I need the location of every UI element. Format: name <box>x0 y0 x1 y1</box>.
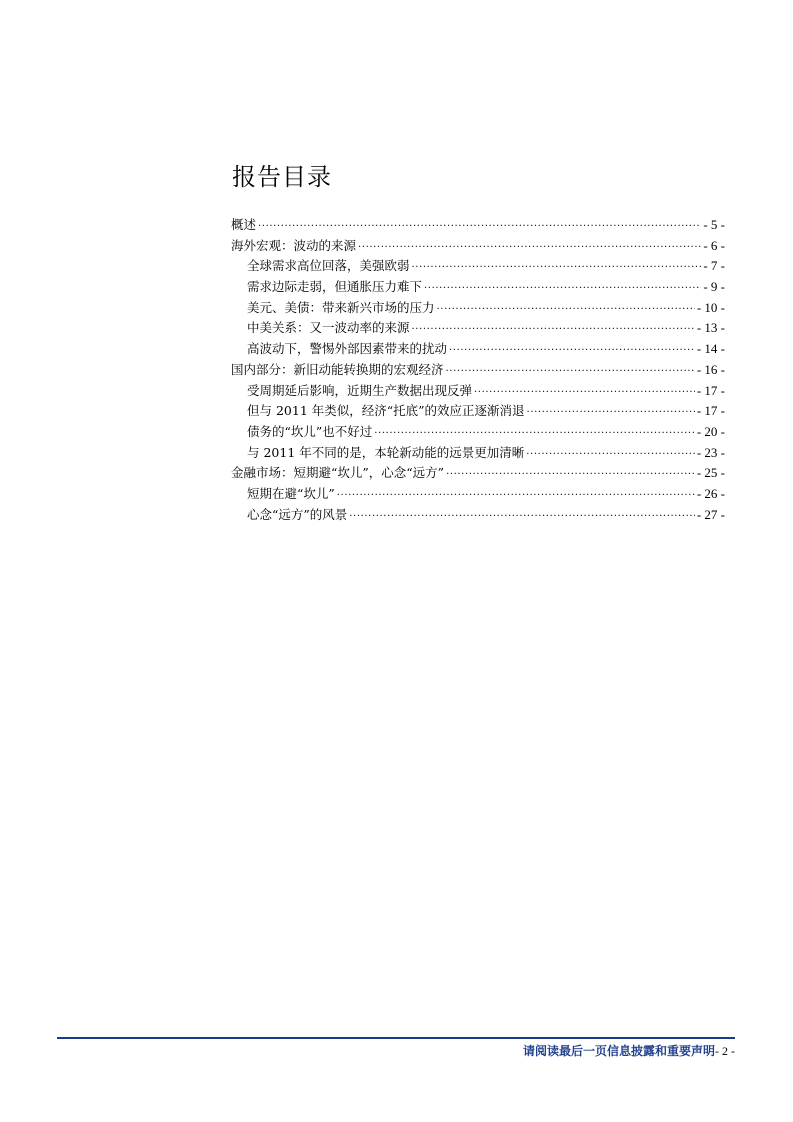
toc-dot-leader <box>374 422 695 436</box>
toc-entry[interactable] <box>231 381 725 402</box>
footer-page-number: - 2 - <box>715 1044 735 1058</box>
footer-disclaimer: 请阅读最后一页信息披露和重要声明 <box>522 1044 715 1058</box>
toc-entry-page: - 5 - <box>703 217 725 232</box>
toc-entry[interactable] <box>231 505 725 526</box>
toc-entry-label: 中美关系：又一波动率的来源 <box>247 320 410 336</box>
toc-entry-label: 美元、美债：带来新兴市场的压力 <box>247 299 435 315</box>
toc-entry[interactable] <box>231 360 725 381</box>
toc-entry[interactable] <box>231 339 725 360</box>
footer-divider <box>57 1037 735 1039</box>
toc-entry[interactable] <box>231 443 725 464</box>
toc-entry[interactable] <box>231 422 725 443</box>
toc-entry[interactable] <box>231 463 725 484</box>
toc-entry[interactable] <box>231 277 725 298</box>
toc-dot-leader <box>424 277 701 291</box>
toc-entry-page: - 6 - <box>703 237 725 253</box>
toc-entry-page: - 20 - <box>696 423 725 439</box>
toc-dot-leader <box>349 505 695 519</box>
toc-dot-leader <box>358 236 701 250</box>
table-of-contents <box>231 215 725 525</box>
toc-entry-label: 国内部分：新旧动能转换期的宏观经济 <box>231 361 444 377</box>
toc-entry-label: 高波动下，警惕外部因素带来的扰动 <box>247 341 448 357</box>
toc-entry-page: - 7 - <box>703 258 725 274</box>
toc-entry-label: 受周期延后影响，近期生产数据出现反弹 <box>247 382 473 398</box>
toc-dot-leader <box>446 463 695 477</box>
toc-entry-label: 债务的“坎儿”也不好过 <box>247 423 373 439</box>
toc-entry-label: 但与 2011 年类似，经济“托底”的效应正逐渐消退 <box>247 403 525 419</box>
toc-entry-page: - 25 - <box>696 465 725 481</box>
toc-dot-leader <box>437 298 695 312</box>
footer <box>523 1042 735 1059</box>
toc-entry-page: - 27 - <box>696 506 725 522</box>
toc-entry[interactable] <box>231 298 725 319</box>
toc-entry-page: - 13 - <box>696 320 725 336</box>
toc-entry[interactable] <box>231 236 725 257</box>
toc-entry-label: 心念“远方”的风景 <box>247 506 348 522</box>
toc-entry-label: 与 2011 年不同的是，本轮新动能的远景更加清晰 <box>247 444 525 460</box>
toc-dot-leader <box>474 381 695 395</box>
toc-dot-leader <box>526 443 695 457</box>
toc-dot-leader <box>258 215 701 229</box>
toc-dot-leader <box>527 401 695 415</box>
toc-entry-page: - 14 - <box>696 341 725 357</box>
toc-entry-label: 金融市场：短期避“坎儿”，心念“远方” <box>231 465 445 481</box>
toc-entry-label: 全球需求高位回落，美强欧弱 <box>247 258 410 274</box>
toc-entry-page: - 26 - <box>696 485 725 501</box>
page-title: 报告目录 <box>232 163 332 191</box>
toc-entry-page: - 23 - <box>696 444 725 460</box>
toc-entry-page: - 10 - <box>696 299 725 315</box>
toc-entry[interactable] <box>231 401 725 422</box>
toc-entry-label: 短期在避“坎儿” <box>247 485 335 501</box>
toc-entry[interactable] <box>231 256 725 277</box>
toc-dot-leader <box>412 318 695 332</box>
toc-entry[interactable] <box>231 484 725 505</box>
toc-entry-page: - 17 - <box>696 382 725 398</box>
toc-dot-leader <box>337 484 695 498</box>
toc-dot-leader <box>446 360 695 374</box>
toc-dot-leader <box>449 339 695 353</box>
toc-entry-page: - 16 - <box>696 361 725 377</box>
toc-entry-label: 需求边际走弱，但通胀压力难下 <box>247 279 423 295</box>
toc-dot-leader <box>412 256 702 270</box>
toc-entry-page: - 17 - <box>696 403 725 419</box>
toc-entry[interactable] <box>231 318 725 339</box>
toc-entry-page: - 9 - <box>703 279 725 295</box>
toc-entry[interactable] <box>231 215 725 236</box>
toc-entry-label: 概述 <box>231 217 257 232</box>
toc-entry-label: 海外宏观：波动的来源 <box>231 237 357 253</box>
